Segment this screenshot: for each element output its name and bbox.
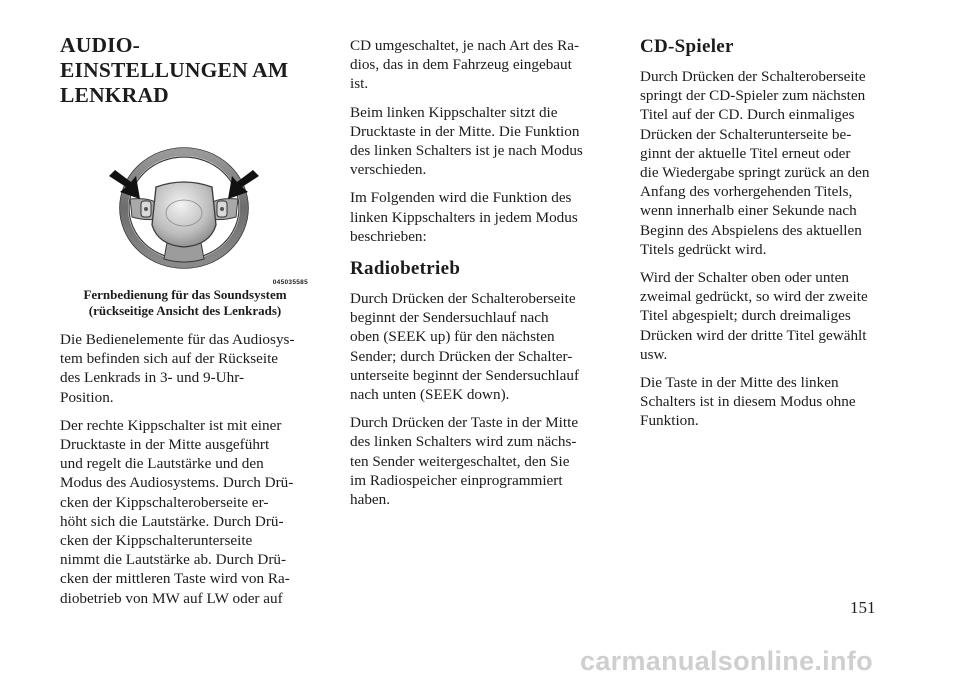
text-line: Die Taste in der Mitte des linken — [640, 374, 839, 392]
text-line: Titel abgespielt; durch dreimaliges — [640, 307, 851, 325]
wheel-hub — [152, 182, 216, 247]
text-line: Drucktaste in der Mitte ausgeführt — [60, 436, 270, 454]
text-line: Die Bedienelemente für das Audiosys- — [60, 331, 295, 348]
text-line: springt der CD-Spieler zum nächsten — [640, 87, 866, 105]
column-1-text — [60, 330, 310, 608]
text-line: cken der Kippschalteroberseite er- — [60, 493, 269, 511]
text-line: nach unten (SEEK down). — [350, 386, 510, 404]
text-line: Modus des Audiosystems. Durch Drü- — [60, 474, 294, 492]
text-line: verschieden. — [350, 161, 427, 179]
paragraph — [350, 188, 605, 246]
text-line: Titel auf der CD. Durch einmaliges — [640, 106, 855, 124]
heading-line: EINSTELLUNGEN AM — [60, 58, 289, 82]
text-line: haben. — [350, 491, 391, 509]
text-line: Durch Drücken der Schalteroberseite — [640, 68, 866, 85]
text-line: Durch Drücken der Schalteroberseite — [350, 290, 576, 308]
watermark-text: carmanualsonline.info — [580, 646, 873, 676]
column-3-text — [640, 36, 895, 431]
text-line: beginnt der Sendersuchlauf nach — [350, 309, 549, 327]
page-number: 151 — [850, 598, 876, 617]
text-line: linken Kippschalters in jedem Modus — [350, 208, 578, 226]
text-line: Position. — [60, 388, 114, 406]
steering-wheel-illustration — [60, 137, 310, 287]
text-line: ginnt der aktuelle Titel erneut oder — [640, 144, 851, 162]
text-line: unterseite beginnt der Sendersuchlauf — [350, 366, 579, 384]
text-line: Im Folgenden wird die Funktion des — [350, 189, 572, 207]
text-line: des linken Schalters wird zum nächs- — [350, 433, 577, 451]
text-line: höht sich die Lautstärke. Durch Drü- — [60, 512, 284, 530]
paragraph — [60, 416, 310, 608]
text-line: Drücken der Schalterunterseite be- — [640, 125, 852, 143]
steering-wheel-figure — [60, 137, 310, 287]
caption-line: Fernbedienung für das Soundsystem — [83, 287, 287, 302]
section-heading — [60, 33, 288, 108]
text-line: beschrieben: — [350, 227, 427, 245]
paragraph — [640, 268, 895, 364]
text-line: Der rechte Kippschalter ist mit einer — [60, 416, 282, 434]
text-line: Drücken wird der dritte Titel gewählt — [640, 326, 867, 344]
text-line: ist. — [350, 75, 369, 93]
text-line: Beginn des Abspielens des aktuellen — [640, 221, 862, 239]
text-line: Durch Drücken der Taste in der Mitte — [350, 414, 579, 432]
text-line: Titels gedrückt wird. — [640, 240, 767, 258]
text-line: Funktion. — [640, 412, 699, 430]
text-line: CD umgeschaltet, je nach Art des Ra- — [350, 37, 580, 54]
text-line: Drucktaste in der Mitte. Die Funktion — [350, 122, 580, 140]
paragraph — [640, 373, 895, 431]
text-line: ten Sender weitergeschaltet, den Sie — [350, 452, 570, 470]
figure-code: 045035585 — [272, 279, 308, 286]
text-line: nimmt die Lautstärke ab. Durch Drü- — [60, 551, 287, 569]
caption-line: (rückseitige Ansicht des Lenkrads) — [88, 303, 282, 318]
text-line: oben (SEEK up) für den nächsten — [350, 328, 555, 346]
text-line: des linken Schalters ist je nach Modus — [350, 142, 583, 160]
paragraph — [350, 289, 605, 404]
text-line: wenn innerhalb einer Sekunde nach — [640, 202, 857, 220]
text-line: Anfang des vorhergehenden Titels, — [640, 183, 853, 201]
text-line: Beim linken Kippschalter sitzt die — [350, 103, 558, 121]
text-line: cken der mittleren Taste wird von Ra- — [60, 570, 290, 588]
cd-heading: CD-Spieler — [640, 36, 734, 57]
paragraph — [350, 413, 605, 509]
paragraph — [640, 67, 895, 259]
text-line: Sender; durch Drücken der Schalter- — [350, 347, 573, 365]
figure-caption — [60, 287, 310, 319]
text-line: tem befinden sich auf der Rückseite — [60, 350, 279, 368]
heading-line: AUDIO- — [60, 33, 141, 57]
heading-line: LENKRAD — [60, 83, 169, 107]
text-line: die Wiedergabe springt zurück an den — [640, 164, 870, 182]
paragraph — [350, 36, 605, 94]
text-line: des Lenkrads in 3- und 9-Uhr- — [60, 369, 245, 387]
text-line: im Radiospeicher einprogrammiert — [350, 471, 563, 489]
text-line: und regelt die Lautstärke und den — [60, 455, 264, 473]
text-line: Schalters ist in diesem Modus ohne — [640, 393, 856, 411]
text-line: diobetrieb von MW auf LW oder auf — [60, 589, 283, 607]
radio-heading: Radiobetrieb — [350, 258, 461, 280]
text-line: dios, das in dem Fahrzeug eingebaut — [350, 56, 572, 74]
paragraph — [60, 330, 310, 407]
column-2-text — [350, 36, 605, 509]
text-line: Wird der Schalter oben oder unten — [640, 269, 849, 287]
text-line: zweimal gedrückt, so wird der zweite — [640, 288, 868, 306]
text-line: cken der Kippschalterunterseite — [60, 532, 253, 550]
text-line: usw. — [640, 345, 668, 363]
paragraph — [350, 103, 605, 180]
